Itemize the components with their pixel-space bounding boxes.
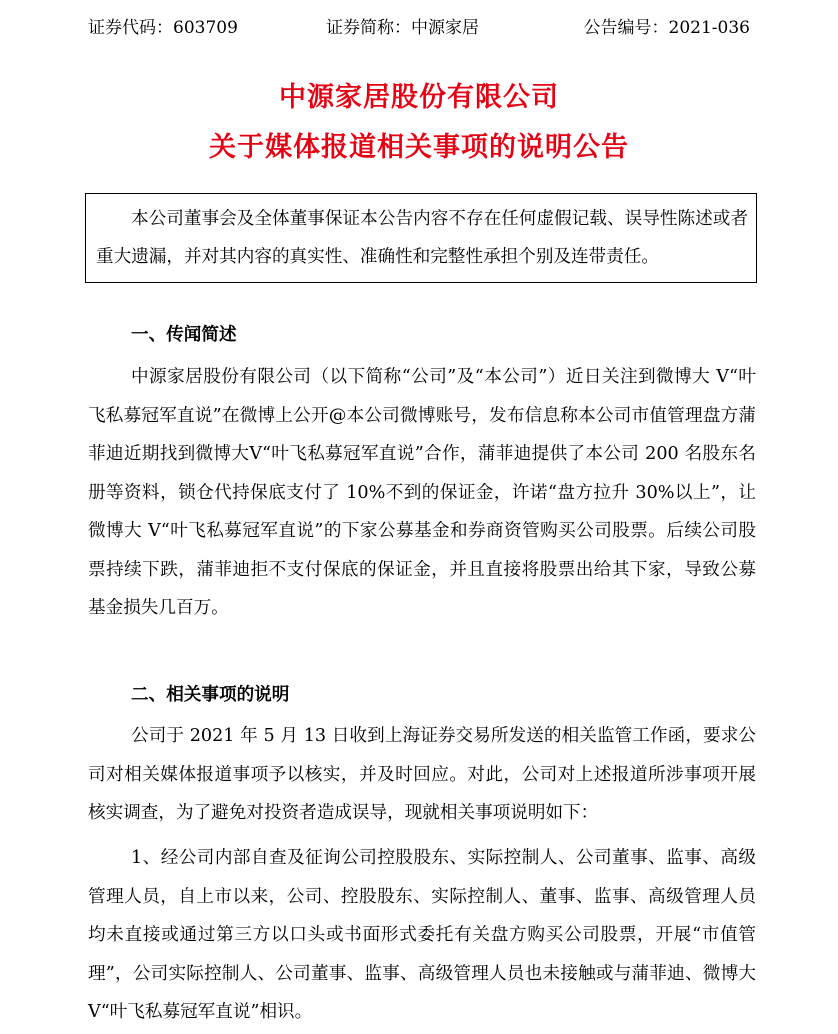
company-title: 中源家居股份有限公司 [279, 82, 559, 113]
section-heading-explanation: 二、相关事项的说明 [131, 684, 290, 705]
stock-short-name: 证券简称：中源家居 [326, 18, 479, 38]
board-guarantee-text: 本公司董事会及全体董事保证本公告内容不存在任何虚假记载、误导性陈述或者重大遗漏，并对其内容的真实性、准确性和完整性承担个别及连带责任。 [96, 209, 748, 267]
explanation-paragraph-intro: 公司于 2021 年 5 月 13 日收到上海证券交易所发送的相关监管工作函，要求公司对相关媒体报道事项予以核实，并及时回应。对此，公司对上述报道所涉事项开展核实调查，为了避免对投资者造成误导，现就相关事项说明如下： [88, 726, 756, 823]
rumor-summary-paragraph: 中源家居股份有限公司（以下简称“公司”及“本公司”）近日关注到微博大 V“叶飞私募冠军直说”在微博上公开@本公司微博账号，发布信息称本公司市值管理盘方蒲菲迪近期找到微博大V“叶飞私募冠军直说”合作，蒲菲迪提供了本公司 200 名股东名册等资料，锁仓代持保底支付了 10%不到的保证金，许诺“盘方拉升 30%以上”，让微博大 V“叶飞私募冠军直说”的下家公募基金和券商资管购买公司股票。后续公司股票持续下跌，蒲菲迪拒不支付保底的保证金，并且直接将股票出给其下家，导致公募基金损失几百万。 [88, 367, 756, 618]
explanation-paragraph-item-1: 1、经公司内部自查及征询公司控股股东、实际控制人、公司董事、监事、高级管理人员，自上市以来，公司、控股股东、实际控制人、董事、监事、高级管理人员均未直接或通过第三方以口头或书面形式委托有关盘方购买公司股票，开展“市值管理”，公司实际控制人、公司董事、监事、高级管理人员也未接触或与蒲菲迪、微博大 V“叶飞私募冠军直说”相识。 [88, 848, 756, 1022]
document-header [88, 14, 750, 42]
notice-number: 公告编号：2021-036 [583, 18, 750, 38]
section-heading-rumor-summary: 一、传闻简述 [131, 324, 237, 345]
announcement-title: 关于媒体报道相关事项的说明公告 [209, 132, 629, 163]
board-guarantee-box [85, 193, 757, 283]
stock-code: 证券代码：603709 [88, 18, 238, 38]
